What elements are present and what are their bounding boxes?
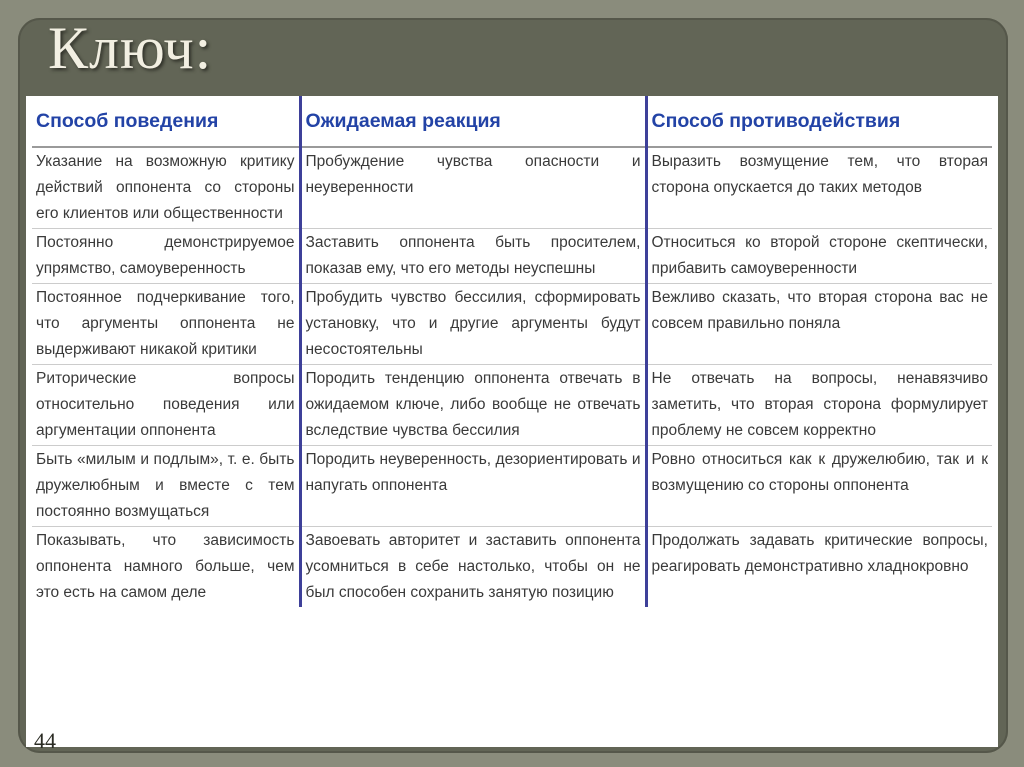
behavior-cell: Показывать, что зависимость оппонента намного больше, чем это есть на самом деле xyxy=(32,527,300,608)
behavior-cell: Риторические вопросы относительно поведения или аргументации оппонента xyxy=(32,365,300,446)
behavior-cell: Указание на возможную критику действий оппонента со стороны его клиентов или общественности xyxy=(32,147,300,229)
counteraction-cell: Не отвечать на вопросы, ненавязчиво заметить, что вторая сторона формулирует проблему не совсем корректно xyxy=(646,365,992,446)
table-row xyxy=(32,147,992,229)
reaction-cell: Породить неуверенность, дезориентировать и напугать оппонента xyxy=(300,446,646,527)
counteraction-cell: Вежливо сказать, что вторая сторона вас не совсем правильно поняла xyxy=(646,284,992,365)
column-header-behavior: Способ поведения xyxy=(32,96,300,147)
table-row xyxy=(32,446,992,527)
reaction-cell: Завоевать авторитет и заставить оппонента усомниться в себе настолько, чтобы он не был способен сохранить занятую позицию xyxy=(300,527,646,608)
table-row xyxy=(32,284,992,365)
table-row xyxy=(32,365,992,446)
table-panel xyxy=(26,96,998,747)
table-header-row xyxy=(32,96,992,147)
behavior-cell: Постоянное подчеркивание того, что аргументы оппонента не выдерживают никакой критики xyxy=(32,284,300,365)
counteraction-cell: Выразить возмущение тем, что вторая сторона опускается до таких методов xyxy=(646,147,992,229)
table-row xyxy=(32,229,992,284)
counteraction-cell: Продолжать задавать критические вопросы, реагировать демонстративно хладнокровно xyxy=(651,532,988,575)
reaction-cell: Заставить оппонента быть просителем, показав ему, что его методы неуспешны xyxy=(300,229,646,284)
behavior-cell: Быть «милым и подлым», т. е. быть дружелюбным и вместе с тем постоянно возмущаться xyxy=(32,446,300,527)
behavior-cell: Постоянно демонстрируемое упрямство, самоуверенность xyxy=(32,229,300,284)
reaction-cell: Пробудить чувство бессилия, сформировать установку, что и другие аргументы будут несостоятельны xyxy=(300,284,646,365)
reaction-cell: Породить тенденцию оппонента отвечать в ожидаемом ключе, либо вообще не отвечать вследствие чувства бессилия xyxy=(300,365,646,446)
counteraction-cell: Ровно относиться как к дружелюбию, так и к возмущению со стороны оппонента xyxy=(646,446,992,527)
column-header-reaction: Ожидаемая реакция xyxy=(300,96,646,147)
table-row xyxy=(32,527,992,608)
reaction-cell: Пробуждение чувства опасности и неуверенности xyxy=(300,147,646,229)
behavior-table xyxy=(32,96,992,607)
counteraction-cell: Относиться ко второй стороне скептически, прибавить самоуверенности xyxy=(646,229,992,284)
slide-title: Ключ: xyxy=(48,15,213,81)
column-header-counteraction: Способ противодействия xyxy=(646,96,992,147)
page-number: 44 xyxy=(34,728,56,753)
